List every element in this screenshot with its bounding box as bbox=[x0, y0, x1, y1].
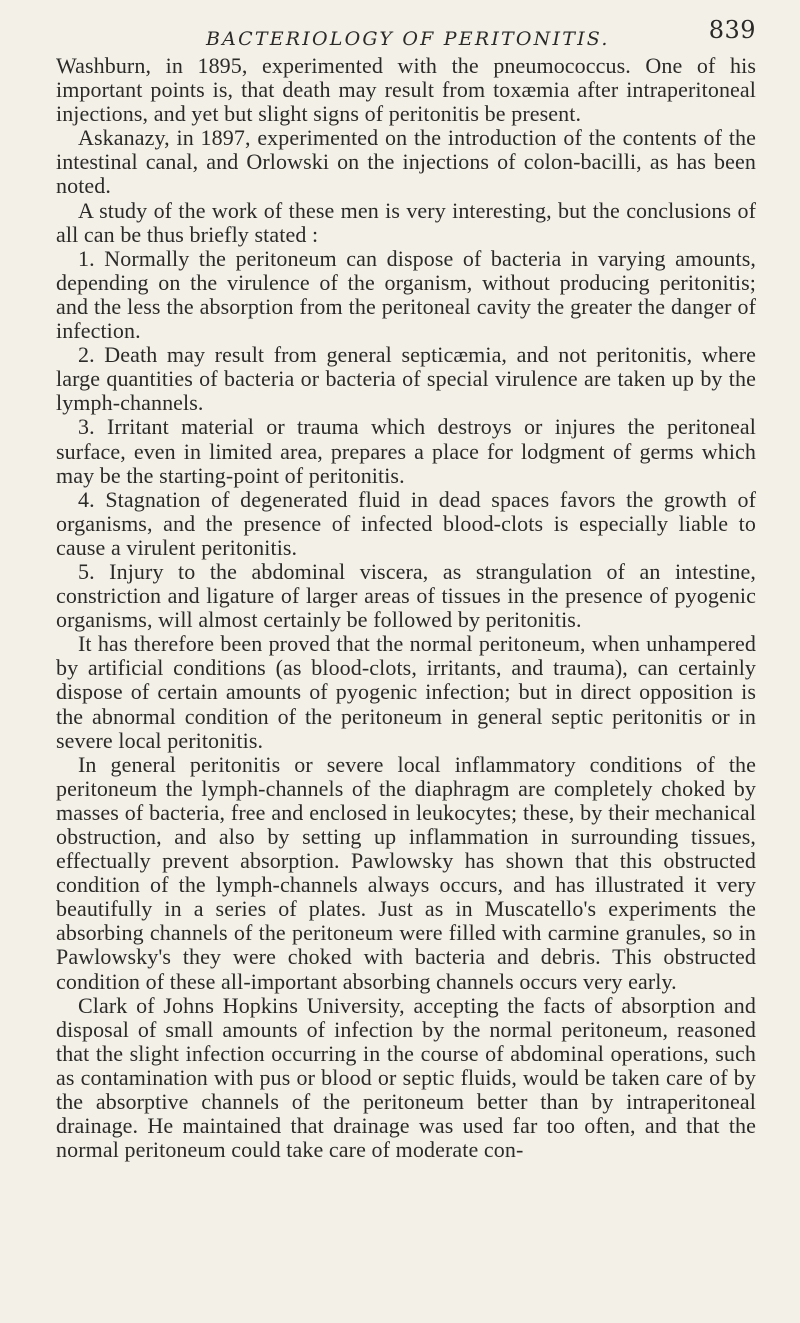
paragraph-conclusion-5: 5. Injury to the abdominal viscera, as strangulation of an intestine, constriction and ligature of larger areas of tissues in the presence of pyogenic organisms, will almost certainly be followed by peritonitis. bbox=[56, 558, 756, 633]
paragraph-normal-peritoneum: It has therefore been proved that the normal peritoneum, when unhampered by artificial conditions (as blood-clots, irritants, and trauma), can certainly dispose of certain amounts of pyogenic infection; but in direct opposition is the abnormal condition of the peritoneum in general septic peritonitis or in severe local peritonitis. bbox=[56, 631, 756, 753]
paragraph-conclusion-4: 4. Stagnation of degenerated fluid in dead spaces favors the growth of organisms, and the presence of infected blood-clots is especially liable to cause a virulent peritonitis. bbox=[56, 486, 756, 560]
page-number: 839 bbox=[708, 16, 756, 44]
paragraph-conclusion-3: 3. Irritant material or trauma which destroys or injures the peritoneal surface, even in limited area, prepares a place for lodgment of germs which may be the starting-point of peritonitis. bbox=[56, 414, 756, 488]
paragraph-study-intro: A study of the work of these men is very interesting, but the conclusions of all can be thus briefly stated : bbox=[56, 197, 756, 247]
paragraph-askanazy: Askanazy, in 1897, experimented on the introduction of the contents of the intestinal canal, and Orlowski on the injections of colon-bacilli, as has been noted. bbox=[56, 125, 756, 199]
running-head bbox=[56, 14, 756, 48]
paragraph-lymph-channels: In general peritonitis or severe local inflammatory conditions of the peritoneum the lymph-channels of the diaphragm are completely choked by masses of bacteria, free and enclosed in leukocytes; these, by their mechanical obstruction, and also by setting up inflammation in surrounding tissues, effectually prevent absorption. Pawlowsky has shown that this obstructed condition of the lymph-channels always occurs, and has illustrated it very beautifully in a series of plates. Just as in Muscatello's experiments the absorbing channels of the peritoneum were filled with carmine granules, so in Pawlowsky's they were choked with bacteria and debris. This obstructed condition of these all-important absorbing channels occurs very early. bbox=[56, 751, 756, 994]
paragraph-conclusion-2: 2. Death may result from general septicæmia, and not peritonitis, where large quantities of bacteria or bacteria of special virulence are taken up by the lymph-channels. bbox=[56, 342, 756, 416]
text-body bbox=[56, 54, 756, 1162]
paragraph-conclusion-1: 1. Normally the peritoneum can dispose of bacteria in varying amounts, depending on the virulence of the organism, without producing peritonitis; and the less the absorption from the peritoneal cavity the greater the danger of infection. bbox=[56, 245, 756, 344]
paragraph-washburn: Washburn, in 1895, experimented with the pneumococcus. One of his important points is, that death may result from toxæmia after intraperitoneal injections, and yet but slight signs of peritonitis be present. bbox=[56, 53, 756, 127]
running-title: BACTERIOLOGY OF PERITONITIS. bbox=[206, 28, 610, 50]
paragraph-clark: Clark of Johns Hopkins University, accepting the facts of absorption and disposal of small amounts of infection by the normal peritoneum, reasoned that the slight infection occurring in the course of abdominal operations, such as contamination with pus or blood or septic fluids, would be taken care of by the absorptive channels of the peritoneum better than by intraperitoneal drainage. He maintained that drainage was used far too often, and that the normal peritoneum could take care of moderate con- bbox=[56, 992, 756, 1163]
